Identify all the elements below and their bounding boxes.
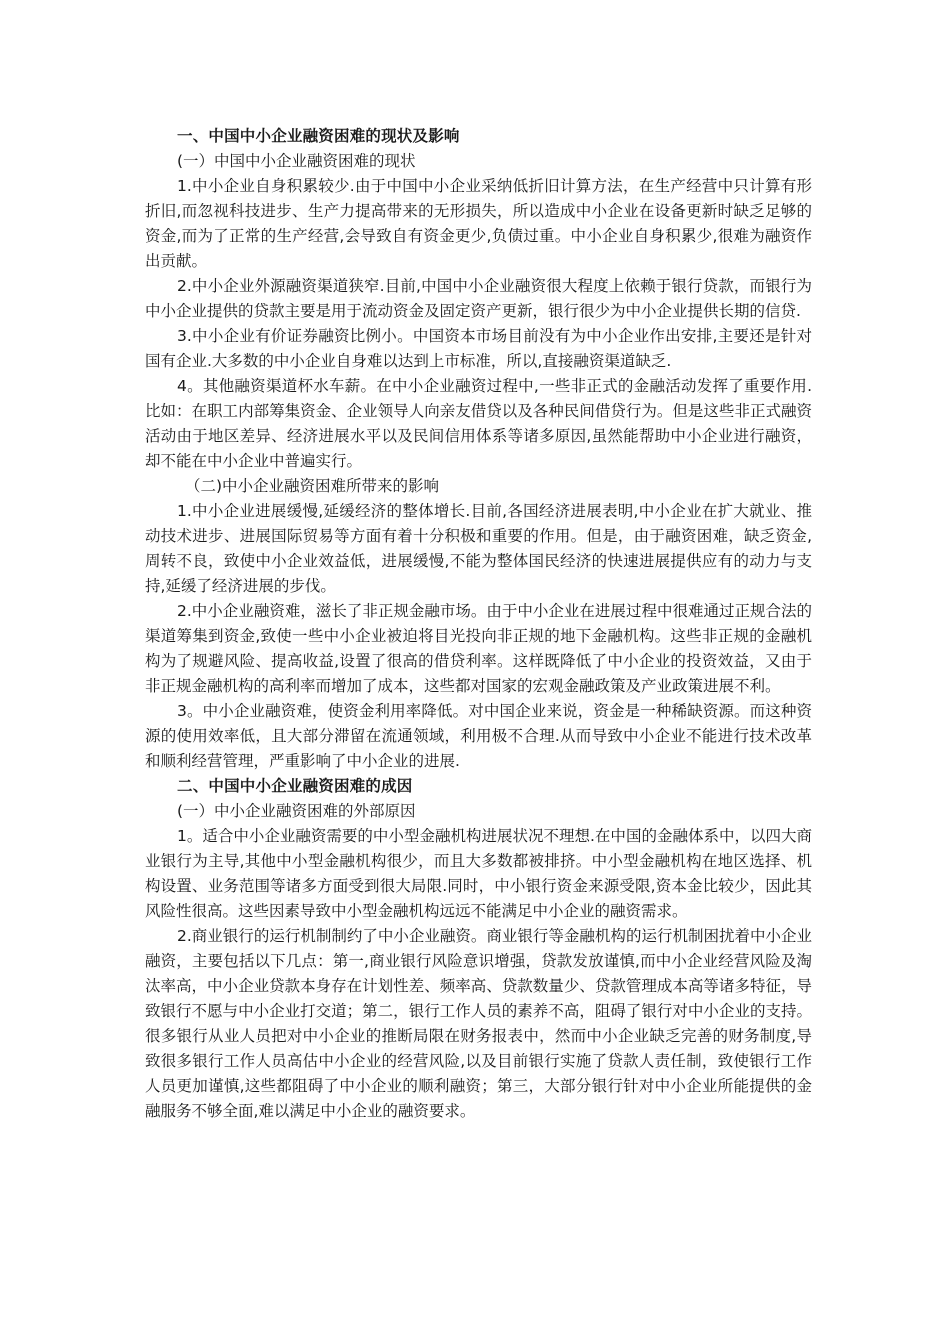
paragraph: 1.中小企业进展缓慢,延缓经济的整体增长.目前,各国经济进展表明,中小企业在扩大就业、推动技术进步、进展国际贸易等方面有着十分积极和重要的作用。但是，由于融资困难，缺乏资金,周转不良，致使中小企业效益低，进展缓慢,不能为整体国民经济的快速进展提供应有的动力与支持,延缓了经济进展的步伐。 — [145, 502, 812, 595]
paragraph: 2.商业银行的运行机制制约了中小企业融资。商业银行等金融机构的运行机制困扰着中小企业融资，主要包括以下几点：第一,商业银行风险意识增强，贷款发放谨慎,而中小企业经营风险及淘汰率高，中小企业贷款本身存在计划性差、频率高、贷款数量少、贷款管理成本高等诸多特征，导致银行不愿与中小企业打交道；第二，银行工作人员的素养不高，阻碍了银行对中小企业的支持。很多银行从业人员把对中小企业的推断局限在财务报表中，然而中小企业缺乏完善的财务制度,导致很多银行工作人员高估中小企业的经营风险,以及目前银行实施了贷款人责任制，致使银行工作人员更加谨慎,这些都阻碍了中小企业的顺利融资；第三，大部分银行针对中小企业所能提供的金融服务不够全面,难以满足中小企业的融资要求。 — [145, 927, 812, 1120]
paragraph: 4。其他融资渠道杯水车薪。在中小企业融资过程中,一些非正式的金融活动发挥了重要作用.比如：在职工内部筹集资金、企业领导人向亲友借贷以及各种民间借贷行为。但是这些非正式融资活动由于地区差异、经济进展水平以及民间信用体系等诸多原因,虽然能帮助中小企业进行融资，却不能在中小企业中普遍实行。 — [145, 377, 812, 470]
section1-subheading-1: (一）中国中小企业融资困难的现状 — [177, 152, 416, 170]
section1-subheading-2: （二)中小企业融资困难所带来的影响 — [185, 477, 440, 495]
paragraph: 1。适合中小企业融资需要的中小型金融机构进展状况不理想.在中国的金融体系中，以四大商业银行为主导,其他中小型金融机构很少，而且大多数都被排挤。中小型金融机构在地区选择、机构设置、业务范围等诸多方面受到很大局限.同时，中小银行资金来源受限,资本金比较少，因此其风险性很高。这些因素导致中小型金融机构远远不能满足中小企业的融资需求。 — [145, 827, 812, 920]
paragraph: 2.中小企业外源融资渠道狭窄.目前,中国中小企业融资很大程度上依赖于银行贷款，而银行为中小企业提供的贷款主要是用于流动资金及固定资产更新，银行很少为中小企业提供长期的信贷. — [145, 277, 812, 320]
paragraph: 3.中小企业有价证券融资比例小。中国资本市场目前没有为中小企业作出安排,主要还是针对国有企业.大多数的中小企业自身难以达到上市标准，所以,直接融资渠道缺乏. — [145, 327, 812, 370]
section1-title: 一、中国中小企业融资困难的现状及影响 — [177, 127, 460, 145]
section2-title: 二、中国中小企业融资困难的成因 — [177, 777, 413, 795]
paragraph: 3。中小企业融资难，使资金利用率降低。对中国企业来说，资金是一种稀缺资源。而这种资源的使用效率低，且大部分滞留在流通领域，利用极不合理.从而导致中小企业不能进行技术改革和顺利经营管理，严重影响了中小企业的进展. — [145, 702, 812, 770]
paragraph: 1.中小企业自身积累较少.由于中国中小企业采纳低折旧计算方法，在生产经营中只计算有形折旧,而忽视科技进步、生产力提高带来的无形损失，所以造成中小企业在设备更新时缺乏足够的资金,而为了正常的生产经营,会导致自有资金更少,负债过重。中小企业自身积累少,很难为融资作出贡献。 — [145, 177, 812, 270]
paragraph: 2.中小企业融资难，滋长了非正规金融市场。由于中小企业在进展过程中很难通过正规合法的渠道筹集到资金,致使一些中小企业被迫将目光投向非正规的地下金融机构。这些非正规的金融机构为了规避风险、提高收益,设置了很高的借贷利率。这样既降低了中小企业的投资效益，又由于非正规金融机构的高利率而增加了成本，这些都对国家的宏观金融政策及产业政策进展不利。 — [145, 602, 812, 695]
section2-subheading-1: (一）中小企业融资困难的外部原因 — [177, 802, 416, 820]
